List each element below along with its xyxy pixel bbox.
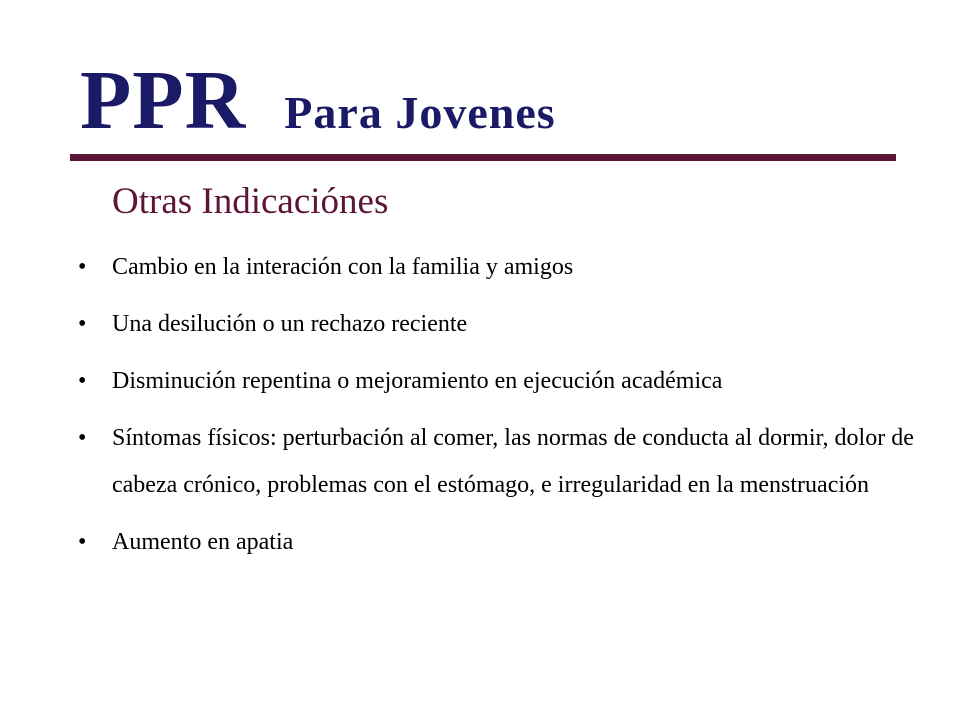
bullet-icon: •: [78, 311, 87, 337]
brand-subtitle: Para Jovenes: [284, 87, 556, 138]
slide-header: [80, 52, 556, 149]
list-item: [78, 415, 928, 509]
list-item: [78, 244, 928, 291]
list-item-text: Aumento en apatia: [112, 529, 294, 555]
bullet-icon: •: [78, 529, 87, 555]
header-divider: [70, 154, 896, 161]
bullet-icon: •: [78, 425, 87, 451]
section-title: Otras Indicaciónes: [112, 181, 389, 222]
list-item: [78, 301, 928, 348]
list-item-text: Síntomas físicos: perturbación al comer, las normas de conducta al dormir, dolor de cabeza crónico, problemas con el estómago, e irregularidad en la menstruación: [112, 425, 914, 498]
list-item-text: Cambio en la interación con la familia y amigos: [112, 254, 574, 280]
list-item: [78, 358, 928, 405]
list-item-text: Disminución repentina o mejoramiento en ejecución académica: [112, 368, 723, 394]
bullet-icon: •: [78, 368, 87, 394]
list-item: [78, 519, 928, 566]
list-item-text: Una desilución o un rechazo reciente: [112, 311, 468, 337]
brand-title: PPR: [80, 54, 247, 147]
bullet-icon: •: [78, 254, 87, 280]
bullet-list: [78, 244, 928, 576]
